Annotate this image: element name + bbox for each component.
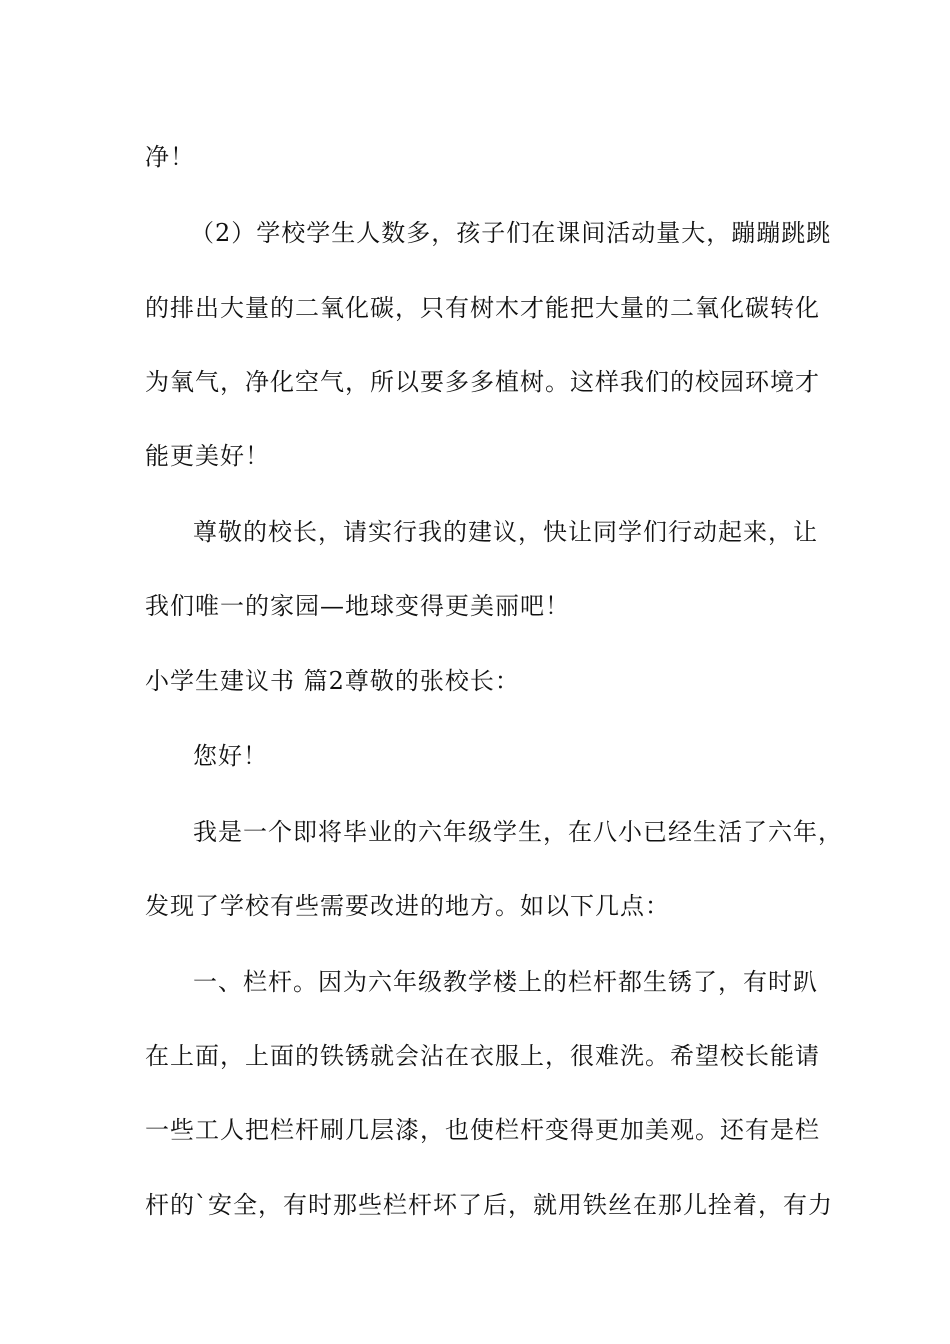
text-line: 为氧气，净化空气，所以要多多植树。这样我们的校园环境才 <box>145 368 820 396</box>
text-line: 在上面，上面的铁锈就会沾在衣服上，很难洗。希望校长能请 <box>145 1042 820 1070</box>
text-line: （2）学校学生人数多，孩子们在课间活动量大，蹦蹦跳跳 <box>190 219 832 247</box>
text-line: 我们唯一的家园—地球变得更美丽吧！ <box>145 592 570 620</box>
text-line: 一、栏杆。因为六年级教学楼上的栏杆都生锈了，有时趴 <box>193 968 818 996</box>
text-line: 净！ <box>145 143 195 171</box>
greeting: 您好！ <box>193 742 268 770</box>
text-line: 一些工人把栏杆刷几层漆，也使栏杆变得更加美观。还有是栏 <box>145 1116 820 1144</box>
text-line: 的排出大量的二氧化碳，只有树木才能把大量的二氧化碳转化 <box>145 294 820 322</box>
text-line: 我是一个即将毕业的六年级学生，在八小已经生活了六年， <box>193 818 843 846</box>
text-line: 杆的`安全，有时那些栏杆坏了后，就用铁丝在那儿拴着，有力 <box>145 1191 833 1219</box>
section-heading: 小学生建议书 篇2尊敬的张校长： <box>145 667 520 695</box>
text-line: 能更美好！ <box>145 442 270 470</box>
text-line: 尊敬的校长，请实行我的建议，快让同学们行动起来，让 <box>193 518 818 546</box>
text-line: 发现了学校有些需要改进的地方。如以下几点： <box>145 892 670 920</box>
